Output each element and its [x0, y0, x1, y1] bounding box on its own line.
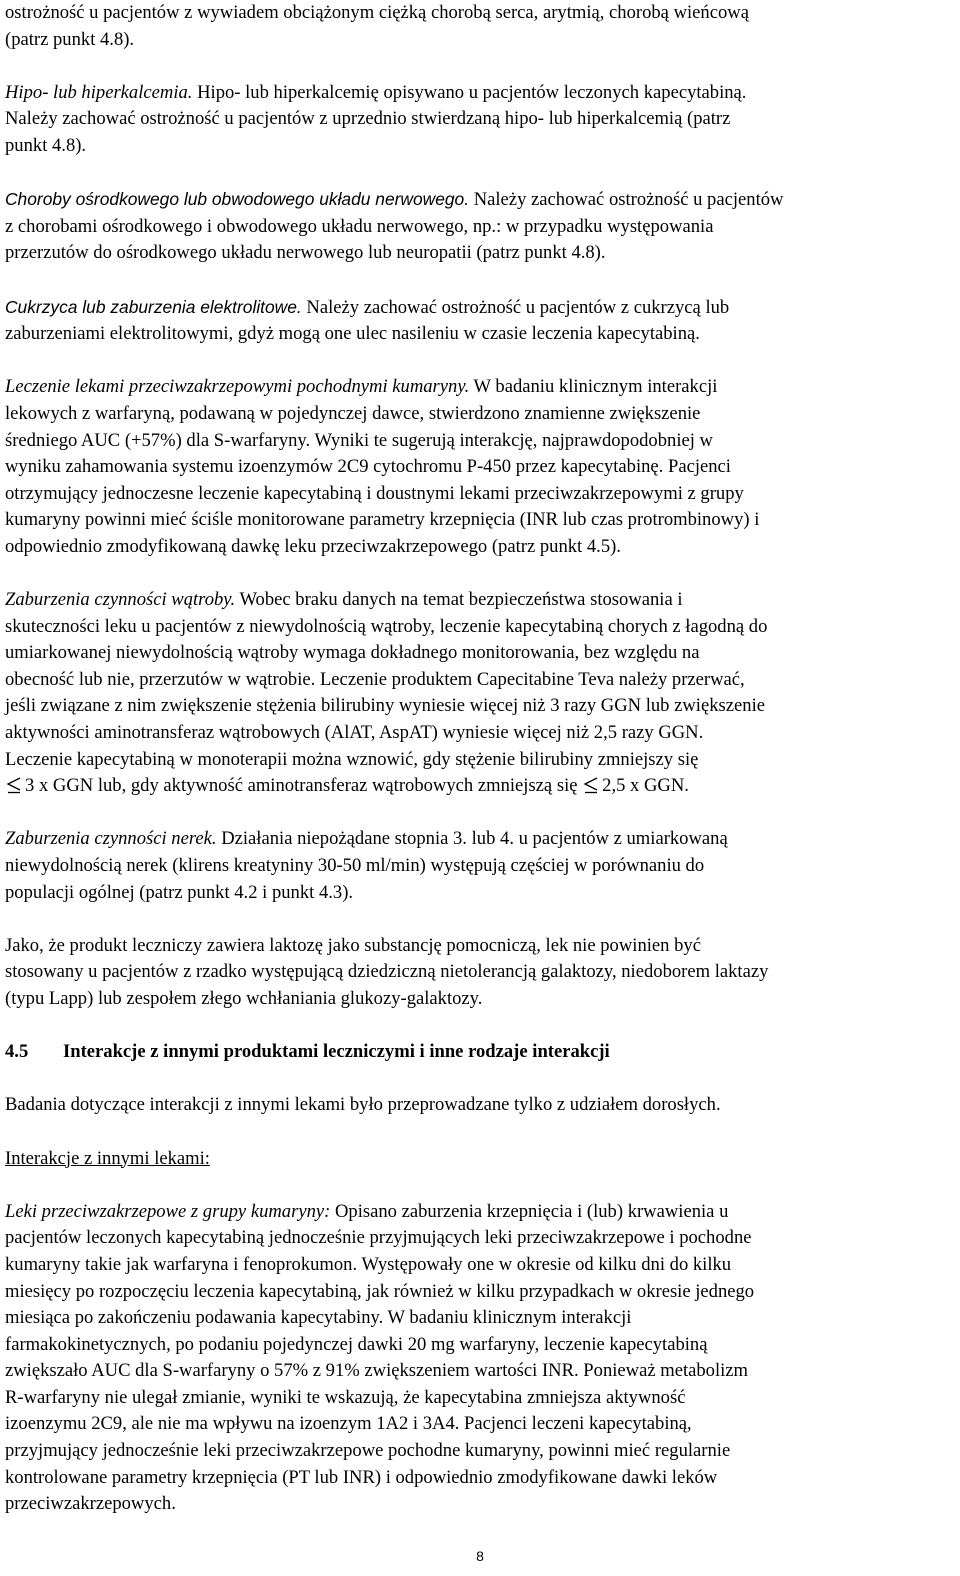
- text-line: kontrolowane parametry krzepnięcia (PT lub INR) i odpowiednio zmodyfikowane dawki leków: [5, 1466, 718, 1488]
- document-page: [5, 0, 955, 1518]
- text-line: zwiększało AUC dla S-warfaryny o 57% z 91% zwiększeniem wartości INR. Ponieważ metabolizm: [5, 1360, 749, 1382]
- text-line: miesięcy po rozpoczęciu leczenia kapecytabiną, jak również w kilku przypadkach w okresie jednego: [5, 1280, 755, 1302]
- paragraph-liver: [5, 587, 955, 800]
- text-line: kumaryny powinni mieć ściśle monitorowane parametry krzepnięcia (INR lub czas protrombinowy) i: [5, 509, 760, 531]
- paragraph-coumarin: [5, 1199, 955, 1518]
- text-line: lekowych z warfaryną, podawaną w pojedynczej dawce, stwierdzono znamienne zwiększenie: [5, 402, 701, 424]
- text-line: [5, 1199, 955, 1226]
- text-line: [5, 773, 955, 800]
- paragraph-title: Hipo- lub hiperkalcemia.: [5, 81, 193, 103]
- text-line: punkt 4.8).: [5, 134, 87, 156]
- text-line: przerzutów do ośrodkowego układu nerwowego lub neuropatii (patrz punkt 4.8).: [5, 242, 606, 264]
- text-run: W badaniu klinicznym interakcji: [469, 376, 718, 398]
- paragraph-anticoagulants: [5, 374, 955, 560]
- text-run: Opisano zaburzenia krzepnięcia i (lub) krwawienia u: [330, 1200, 729, 1222]
- text-line: Należy zachować ostrożność u pacjentów z uprzednio stwierdzaną hipo- lub hiperkalcemią (patrz: [5, 108, 731, 130]
- text-line: (typu Lapp) lub zespołem złego wchłaniania glukozy-galaktozy.: [5, 987, 483, 1009]
- paragraph-cns: [5, 186, 955, 267]
- text-line: wyniku zahamowania systemu izoenzymów 2C9 cytochromu P-450 przez kapecytabinę. Pacjenci: [5, 456, 731, 478]
- text-run: 2,5 x GGN.: [602, 775, 689, 797]
- less-or-equal-icon: [5, 776, 25, 794]
- text-line: aktywności aminotransferaz wątrobowych (AlAT, AspAT) wyniesie więcej niż 2,5 razy GGN.: [5, 722, 704, 744]
- section-heading: [5, 1039, 955, 1066]
- text-line: [5, 374, 955, 401]
- paragraph-title: Zaburzenia czynności nerek.: [5, 828, 217, 850]
- text-line: populacji ogólnej (patrz punkt 4.2 i punkt 4.3).: [5, 881, 354, 903]
- text-line: izoenzymu 2C9, ale nie ma wpływu na izoenzym 1A2 i 3A4. Pacjenci leczeni kapecytabiną,: [5, 1413, 692, 1435]
- text-line: przeciwzakrzepowych.: [5, 1493, 176, 1515]
- paragraph-cardiac-continuation: [5, 0, 955, 53]
- text-line: ostrożność u pacjentów z wywiadem obciążonym ciężką chorobą serca, arytmią, chorobą wieńcową: [5, 2, 749, 23]
- text-line: przyjmujący jednocześnie leki przeciwzakrzepowe pochodne kumaryny, powinni mieć regularnie: [5, 1440, 731, 1462]
- text-line: odpowiednio zmodyfikowaną dawkę leku przeciwzakrzepowego (patrz punkt 4.5).: [5, 535, 621, 557]
- less-or-equal-icon: [582, 776, 602, 794]
- text-run: Należy zachować ostrożność u pacjentów z cukrzycą lub: [301, 296, 730, 318]
- text-line: [5, 80, 955, 107]
- text-line: Jako, że produkt leczniczy zawiera laktozę jako substancję pomocniczą, lek nie powinien być: [5, 934, 701, 956]
- text-line: [5, 587, 955, 614]
- text-line: skuteczności leku u pacjentów z niewydolnością wątroby, leczenie kapecytabiną chorych z łagodną do: [5, 615, 768, 637]
- paragraph-diabetes: [5, 294, 955, 348]
- text-line: Interakcje z innymi lekami:: [5, 1147, 210, 1169]
- text-line: jeśli związane z nim zwiększenie stężenia bilirubiny wyniesie więcej niż 3 razy GGN lub zwiększenie: [5, 695, 765, 717]
- section-title: Interakcje z innymi produktami leczniczymi i inne rodzaje interakcji: [63, 1041, 610, 1063]
- interactions-heading: [5, 1146, 955, 1173]
- text-line: umiarkowanej niewydolnością wątroby wymaga dokładnego monitorowania, bez względu na: [5, 642, 700, 664]
- text-line: zaburzeniami elektrolitowymi, gdyż mogą one ulec nasileniu w czasie leczenia kapecytabiną.: [5, 323, 700, 345]
- text-line: otrzymujący jednoczesne leczenie kapecytabiną i doustnymi lekami przeciwzakrzepowymi z grupy: [5, 482, 744, 504]
- text-run: Należy zachować ostrożność u pacjentów: [469, 189, 784, 211]
- paragraph-studies: [5, 1092, 955, 1119]
- paragraph-kidney: [5, 826, 955, 906]
- text-line: miesiąca po zakończeniu podawania kapecytabiny. W badaniu klinicznym interakcji: [5, 1307, 632, 1329]
- text-line: Leczenie kapecytabiną w monoterapii można wznowić, gdy stężenie bilirubiny zmniejszy się: [5, 748, 699, 770]
- paragraph-title: Cukrzyca lub zaburzenia elektrolitowe.: [5, 296, 302, 317]
- text-run: 3 x GGN lub, gdy aktywność aminotransferaz wątrobowych zmniejszą się: [25, 775, 583, 797]
- text-line: [5, 294, 955, 322]
- text-line: farmakokinetycznych, po podaniu pojedynczej dawki 20 mg warfaryny, leczenie kapecytabiną: [5, 1333, 708, 1355]
- paragraph-title: Choroby ośrodkowego lub obwodowego układu nerwowego.: [5, 189, 470, 210]
- text-line: R-warfaryny nie ulegał zmianie, wyniki te wskazują, że kapecytabina zmniejsza aktywność: [5, 1386, 686, 1408]
- text-line: stosowany u pacjentów z rzadko występującą dziedziczną nietolerancją galaktozy, niedoborem laktazy: [5, 961, 769, 983]
- text-line: (patrz punkt 4.8).: [5, 28, 135, 50]
- text-line: niewydolnością nerek (klirens kreatyniny 30-50 ml/min) występują częściej w porównaniu do: [5, 855, 705, 876]
- text-line: z chorobami ośrodkowego i obwodowego układu nerwowego, np.: w przypadku występowania: [5, 215, 714, 237]
- paragraph-title: Leki przeciwzakrzepowe z grupy kumaryny:: [5, 1200, 331, 1222]
- text-line: Badania dotyczące interakcji z innymi lekami było przeprowadzane tylko z udziałem dorosłych.: [5, 1094, 721, 1116]
- section-number: 4.5: [5, 1041, 29, 1063]
- text-line: średniego AUC (+57%) dla S-warfaryny. Wyniki te sugerują interakcję, najprawdopodobniej w: [5, 429, 713, 451]
- paragraph-title: Zaburzenia czynności wątroby.: [5, 589, 236, 611]
- text-line: [5, 826, 955, 853]
- page-number: 8: [476, 1548, 484, 1564]
- text-line: pacjentów leczonych kapecytabiną jednocześnie przyjmujących leki przeciwzakrzepowe i pochodne: [5, 1227, 752, 1249]
- text-line: kumaryny takie jak warfaryna i fenoprokumon. Występowały one w okresie od kilku dni do kilku: [5, 1253, 732, 1275]
- text-run: Działania niepożądane stopnia 3. lub 4. u pacjentów z umiarkowaną: [216, 828, 728, 850]
- text-line: [5, 186, 955, 214]
- text-line: obecność lub nie, przerzutów w wątrobie. Leczenie produktem Capecitabine Teva należy przerwać,: [5, 668, 745, 690]
- paragraph-lactose: [5, 933, 955, 1013]
- paragraph-title: Leczenie lekami przeciwzakrzepowymi pochodnymi kumaryny.: [5, 376, 470, 398]
- paragraph-hypercalcemia: [5, 80, 955, 160]
- text-run: Wobec braku danych na temat bezpieczeństwa stosowania i: [235, 589, 683, 611]
- text-run: Hipo- lub hiperkalcemię opisywano u pacjentów leczonych kapecytabiną.: [192, 81, 747, 103]
